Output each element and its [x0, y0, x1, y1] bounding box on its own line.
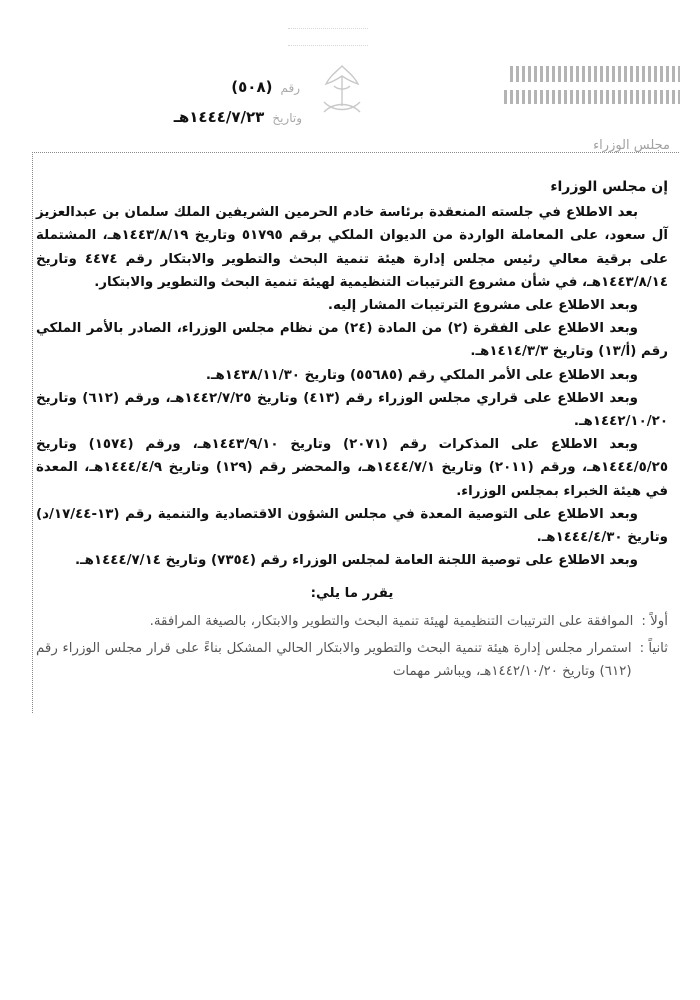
- decides-heading: يقرر ما يلي:: [310, 586, 394, 602]
- decree-opening: إن مجلس الوزراء: [550, 179, 668, 195]
- preamble-paragraph: بعد الاطلاع في جلسته المنعقدة برئاسة خادم الحرمين الشريفين الملك سلمان بن عبدالعزيز آل سعود، على المعاملة الواردة من الديوان الملكي برقم ٥١٧٩٥ وتاريخ ١٤٤٣/٨/١٩هـ، المشتملة على برقية معالي رئيس مجلس إدارة هيئة تنمية البحث والتطوير والابتكار رقم ٤٤٧٤ وتاريخ ١٤٤٣/٨/١٤هـ، في شأن مشروع الترتيبات التنظيمية لهيئة تنمية البحث والتطوير والابتكار.: [36, 205, 668, 290]
- top-stamp: [288, 28, 368, 46]
- preamble-paragraph: وبعد الاطلاع على المذكرات رقم (٢٠٧١) وتاريخ ١٤٤٣/٩/١٠هـ، ورقم (١٥٧٤) وتاريخ ١٤٤٤/٥/٢٥هـ، ورقم (٢٠١١) وتاريخ ١٤٤٤/٧/١هـ، والمحضر رقم (١٢٩) وتاريخ ١٤٤٤/٤/٩هـ، المعدة في هيئة الخبراء بمجلس الوزراء.: [36, 437, 668, 499]
- decision-item-text: الموافقة على الترتيبات التنظيمية لهيئة تنمية البحث والتطوير والابتكار، بالصيغة المرافقة.: [149, 613, 634, 629]
- decision-item: [36, 610, 668, 633]
- date-label: وتاريخ: [272, 111, 302, 125]
- preamble-paragraph: وبعد الاطلاع على الفقرة (٢) من المادة (٢٤) من نظام مجلس الوزراء، الصادر بالأمر الملكي رقم (أ/١٣) وتاريخ ١٤١٤/٣/٣هـ.: [36, 321, 668, 360]
- reference-block: [92, 78, 302, 132]
- preamble-paragraph: وبعد الاطلاع على الأمر الملكي رقم (٥٥٦٨٥) وتاريخ ١٤٣٨/١١/٣٠هـ.: [205, 367, 638, 383]
- preamble-paragraph: وبعد الاطلاع على مشروع الترتيبات المشار إليه.: [327, 298, 638, 314]
- number-label: رقم: [280, 81, 300, 95]
- kingdom-emblem-icon: [316, 62, 368, 124]
- council-logo-text: مجلس الوزراء: [593, 138, 670, 153]
- reference-number: (٥٠٨): [231, 78, 273, 96]
- preamble-paragraph: وبعد الاطلاع على التوصية المعدة في مجلس الشؤون الاقتصادية والتنمية رقم (١٣-١٧/٤٤/د) وتاريخ ١٤٤٤/٤/٣٠هـ.: [36, 506, 668, 546]
- reference-date: ١٤٤٤/٧/٢٣هـ: [173, 108, 265, 126]
- decision-item-label: ثانياً :: [639, 640, 668, 656]
- decision-item-text: استمرار مجلس إدارة هيئة تنمية البحث والتطوير والابتكار الحالي المشكل بناءً على قرار مجلس الوزراء رقم (٦١٢) وتاريخ ١٤٤٢/١٠/٢٠هـ، ويباشر مهمات: [36, 640, 632, 680]
- decision-item: [36, 637, 668, 683]
- preamble-paragraph: وبعد الاطلاع على توصية اللجنة العامة لمجلس الوزراء رقم (٧٣٥٤) وتاريخ ١٤٤٤/٧/١٤هـ.: [74, 553, 638, 569]
- reference-number-row: [92, 78, 300, 102]
- preamble-paragraph: وبعد الاطلاع على قراري مجلس الوزراء رقم (٤١٣) وتاريخ ١٤٤٢/٧/٢٥هـ، ورقم (٦١٢) وتاريخ ١٤٤٢/١٠/٢٠هـ.: [36, 390, 668, 430]
- decision-item-label: أولاً :: [641, 613, 668, 629]
- decree-body: [36, 176, 668, 683]
- reference-date-row: [92, 108, 302, 132]
